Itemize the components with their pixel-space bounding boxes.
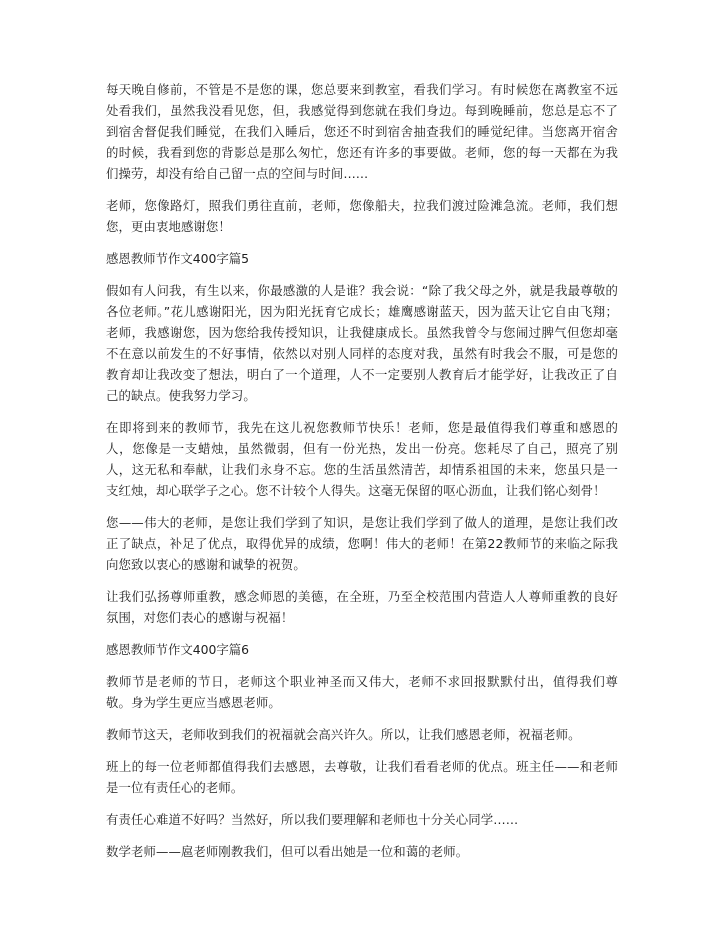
paragraph: 让我们弘扬尊师重教，感念师恩的美德，在全班，乃至全校范围内营造人人尊师重教的良好氛围，对您们表心的感谢与祝福！: [106, 589, 618, 625]
section-heading: 感恩教师节作文400字篇5: [106, 251, 250, 266]
paragraph: 老师，您像路灯，照我们勇往直前，老师，您像船夫，拉我们渡过险滩急流。老师，我们想您，更由衷地感谢您！: [106, 198, 618, 234]
paragraph: 班上的每一位老师都值得我们去感恩，去尊敬，让我们看看老师的优点。班主任——和老师是一位有责任心的老师。: [106, 759, 618, 795]
document-body: [106, 79, 618, 873]
paragraph: 在即将到来的教师节，我先在这儿祝您教师节快乐！老师，您是最值得我们尊重和感恩的人，您像是一支蜡烛，虽然微弱，但有一份光热，发出一份亮。您耗尽了自己，照亮了别人，这无私和奉献，让我们永身不忘。您的生活虽然清苦，却情系祖国的未来，您虽只是一支红烛，却心联学子之心。您不计较个人得失。这毫无保留的呕心沥血，让我们铭心刻骨！: [106, 420, 618, 498]
paragraph: 您——伟大的老师，是您让我们学到了知识，是您让我们学到了做人的道理，是您让我们改正了缺点，补足了优点，取得优异的成绩，您啊！伟大的老师！在第22教师节的来临之际我向您致以衷心的感谢和诚挚的祝贺。: [106, 515, 618, 572]
paragraph: 数学老师——扈老师刚教我们，但可以看出她是一位和蔼的老师。: [106, 844, 469, 859]
section-heading: 感恩教师节作文400字篇6: [106, 642, 250, 657]
paragraph: 每天晚自修前，不管是不是您的课，您总要来到教室，看我们学习。有时候您在离教室不远处看我们，虽然我没看见您，但，我感觉得到您就在我们身边。每到晚睡前，您总是忘不了到宿舍督促我们睡觉，在我们入睡后，您还不时到宿舍抽查我们的睡觉纪律。当您离开宿舍的时候，我看到您的背影总是那么匆忙，您还有许多的事要做。老师，您的每一天都在为我们操劳，却没有给自己留一点的空间与时间……: [106, 82, 618, 181]
paragraph: 教师节是老师的节日，老师这个职业神圣而又伟大，老师不求回报默默付出，值得我们尊敬。身为学生更应当感恩老师。: [106, 674, 618, 710]
paragraph: 假如有人问我，有生以来，你最感激的人是谁？我会说：“除了我父母之外，就是我最尊敬的各位老师。”花儿感谢阳光，因为阳光抚育它成长；雄鹰感谢蓝天，因为蓝天让它自由飞翔；老师，我感谢您，因为您给我传授知识，让我健康成长。虽然我曾令与您闹过脾气但您却毫不在意以前发生的不好事情，依然以对别人同样的态度对我，虽然有时我会不服，可是您的教育却让我改变了想法，明白了一个道理，人不一定要别人教育后才能学好，让我改正了自己的缺点。使我努力学习。: [106, 283, 618, 403]
paragraph: 有责任心难道不好吗？当然好，所以我们要理解和老师也十分关心同学……: [106, 812, 519, 827]
paragraph: 教师节这天，老师收到我们的祝福就会高兴许久。所以，让我们感恩老师，祝福老师。: [106, 727, 581, 742]
